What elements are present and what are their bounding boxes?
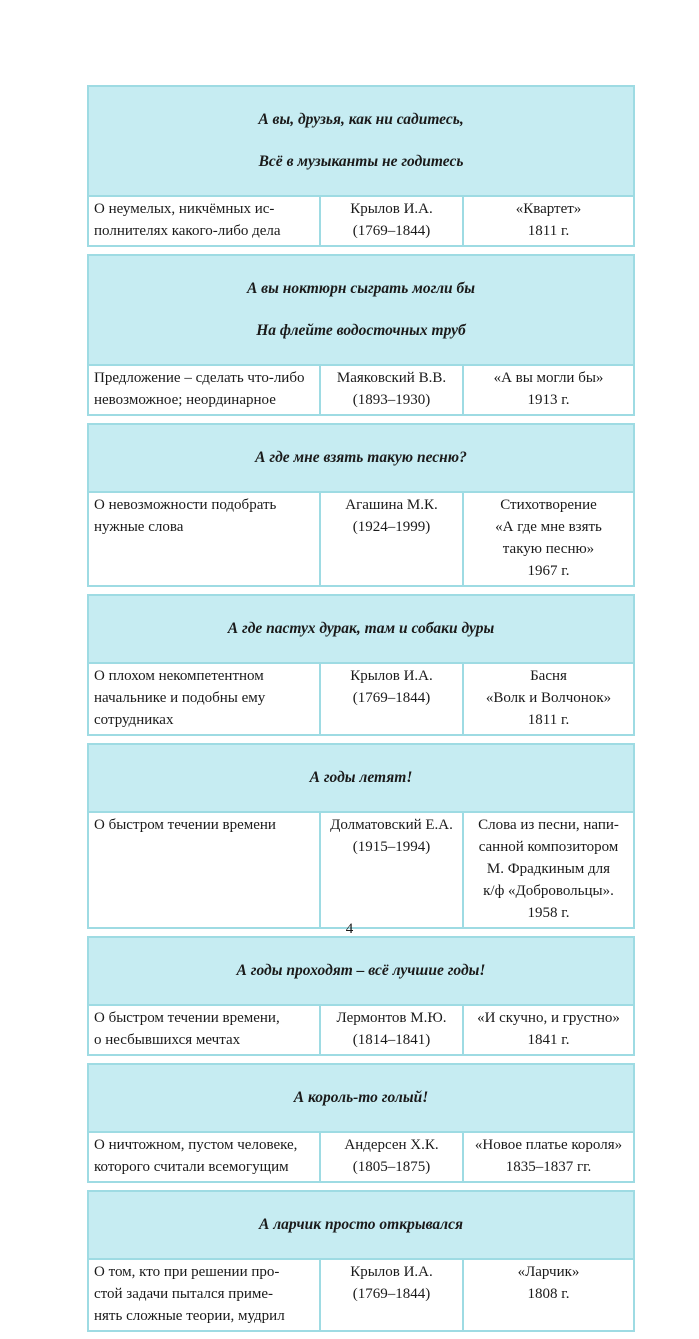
entry-meaning: Предложение – сделать что-либо невозможное; неординарное bbox=[94, 370, 305, 408]
entry bbox=[87, 1063, 635, 1183]
entry-meaning: О быстром течении времени bbox=[94, 817, 276, 833]
entry-source: «Ларчик» 1808 г. bbox=[462, 1260, 633, 1330]
entry-author: Долматовский Е.А. (1915–1994) bbox=[319, 813, 462, 927]
entry bbox=[87, 423, 635, 587]
entry-phrase: А ларчик просто открывался bbox=[89, 1192, 633, 1260]
entry bbox=[87, 254, 635, 416]
entry-meaning: О неумелых, никчёмных ис- полнителях какого-либо дела bbox=[94, 201, 281, 239]
entry-meaning: О плохом некомпетентном начальнике и подобны ему сотрудниках bbox=[94, 668, 266, 728]
entry-source: Слова из песни, напи- санной композитором М. Фрадкиным для к/ф «Добровольцы». 1958 г. bbox=[462, 813, 633, 927]
entry-phrase: А вы ноктюрн сыграть могли бы На флейте водосточных труб bbox=[89, 256, 633, 366]
entry bbox=[87, 85, 635, 247]
entry-author: Маяковский В.В. (1893–1930) bbox=[319, 366, 462, 414]
entry-source: «Квартет» 1811 г. bbox=[462, 197, 633, 245]
entry-meaning: О невозможности подобрать нужные слова bbox=[94, 497, 277, 535]
entry bbox=[87, 936, 635, 1056]
entry bbox=[87, 1190, 635, 1332]
entry-phrase: А где пастух дурак, там и собаки дуры bbox=[89, 596, 633, 664]
entry-source: «А вы могли бы» 1913 г. bbox=[462, 366, 633, 414]
entry-phrase: А годы проходят – всё лучшие годы! bbox=[89, 938, 633, 1006]
entry-author: Андерсен Х.К. (1805–1875) bbox=[319, 1133, 462, 1181]
phrase-table bbox=[87, 85, 635, 1339]
entry-source: Стихотворение «А где мне взять такую песню» 1967 г. bbox=[462, 493, 633, 585]
entry-author: Крылов И.А. (1769–1844) bbox=[319, 197, 462, 245]
entry-source: «И скучно, и грустно» 1841 г. bbox=[462, 1006, 633, 1054]
entry-meaning: О ничтожном, пустом человеке, которого считали всемогущим bbox=[94, 1137, 298, 1175]
entry bbox=[87, 743, 635, 929]
entry-phrase: А король-то голый! bbox=[89, 1065, 633, 1133]
entry-meaning: О том, кто при решении про- стой задачи пытался приме- нять сложные теории, мудрил bbox=[94, 1264, 285, 1324]
entry-source: «Новое платье короля» 1835–1837 гг. bbox=[462, 1133, 633, 1181]
entry-meaning: О быстром течении времени, о несбывшихся мечтах bbox=[94, 1010, 280, 1048]
entry-phrase: А годы летят! bbox=[89, 745, 633, 813]
entry-author: Крылов И.А. (1769–1844) bbox=[319, 664, 462, 734]
entry-phrase: А вы, друзья, как ни садитесь, Всё в музыканты не годитесь bbox=[89, 87, 633, 197]
entry-author: Лермонтов М.Ю. (1814–1841) bbox=[319, 1006, 462, 1054]
entry-source: Басня «Волк и Волчонок» 1811 г. bbox=[462, 664, 633, 734]
entry bbox=[87, 594, 635, 736]
entry-author: Крылов И.А. (1769–1844) bbox=[319, 1260, 462, 1330]
page-number: 4 bbox=[345, 921, 354, 937]
entry-phrase: А где мне взять такую песню? bbox=[89, 425, 633, 493]
entry-author: Агашина М.К. (1924–1999) bbox=[319, 493, 462, 585]
